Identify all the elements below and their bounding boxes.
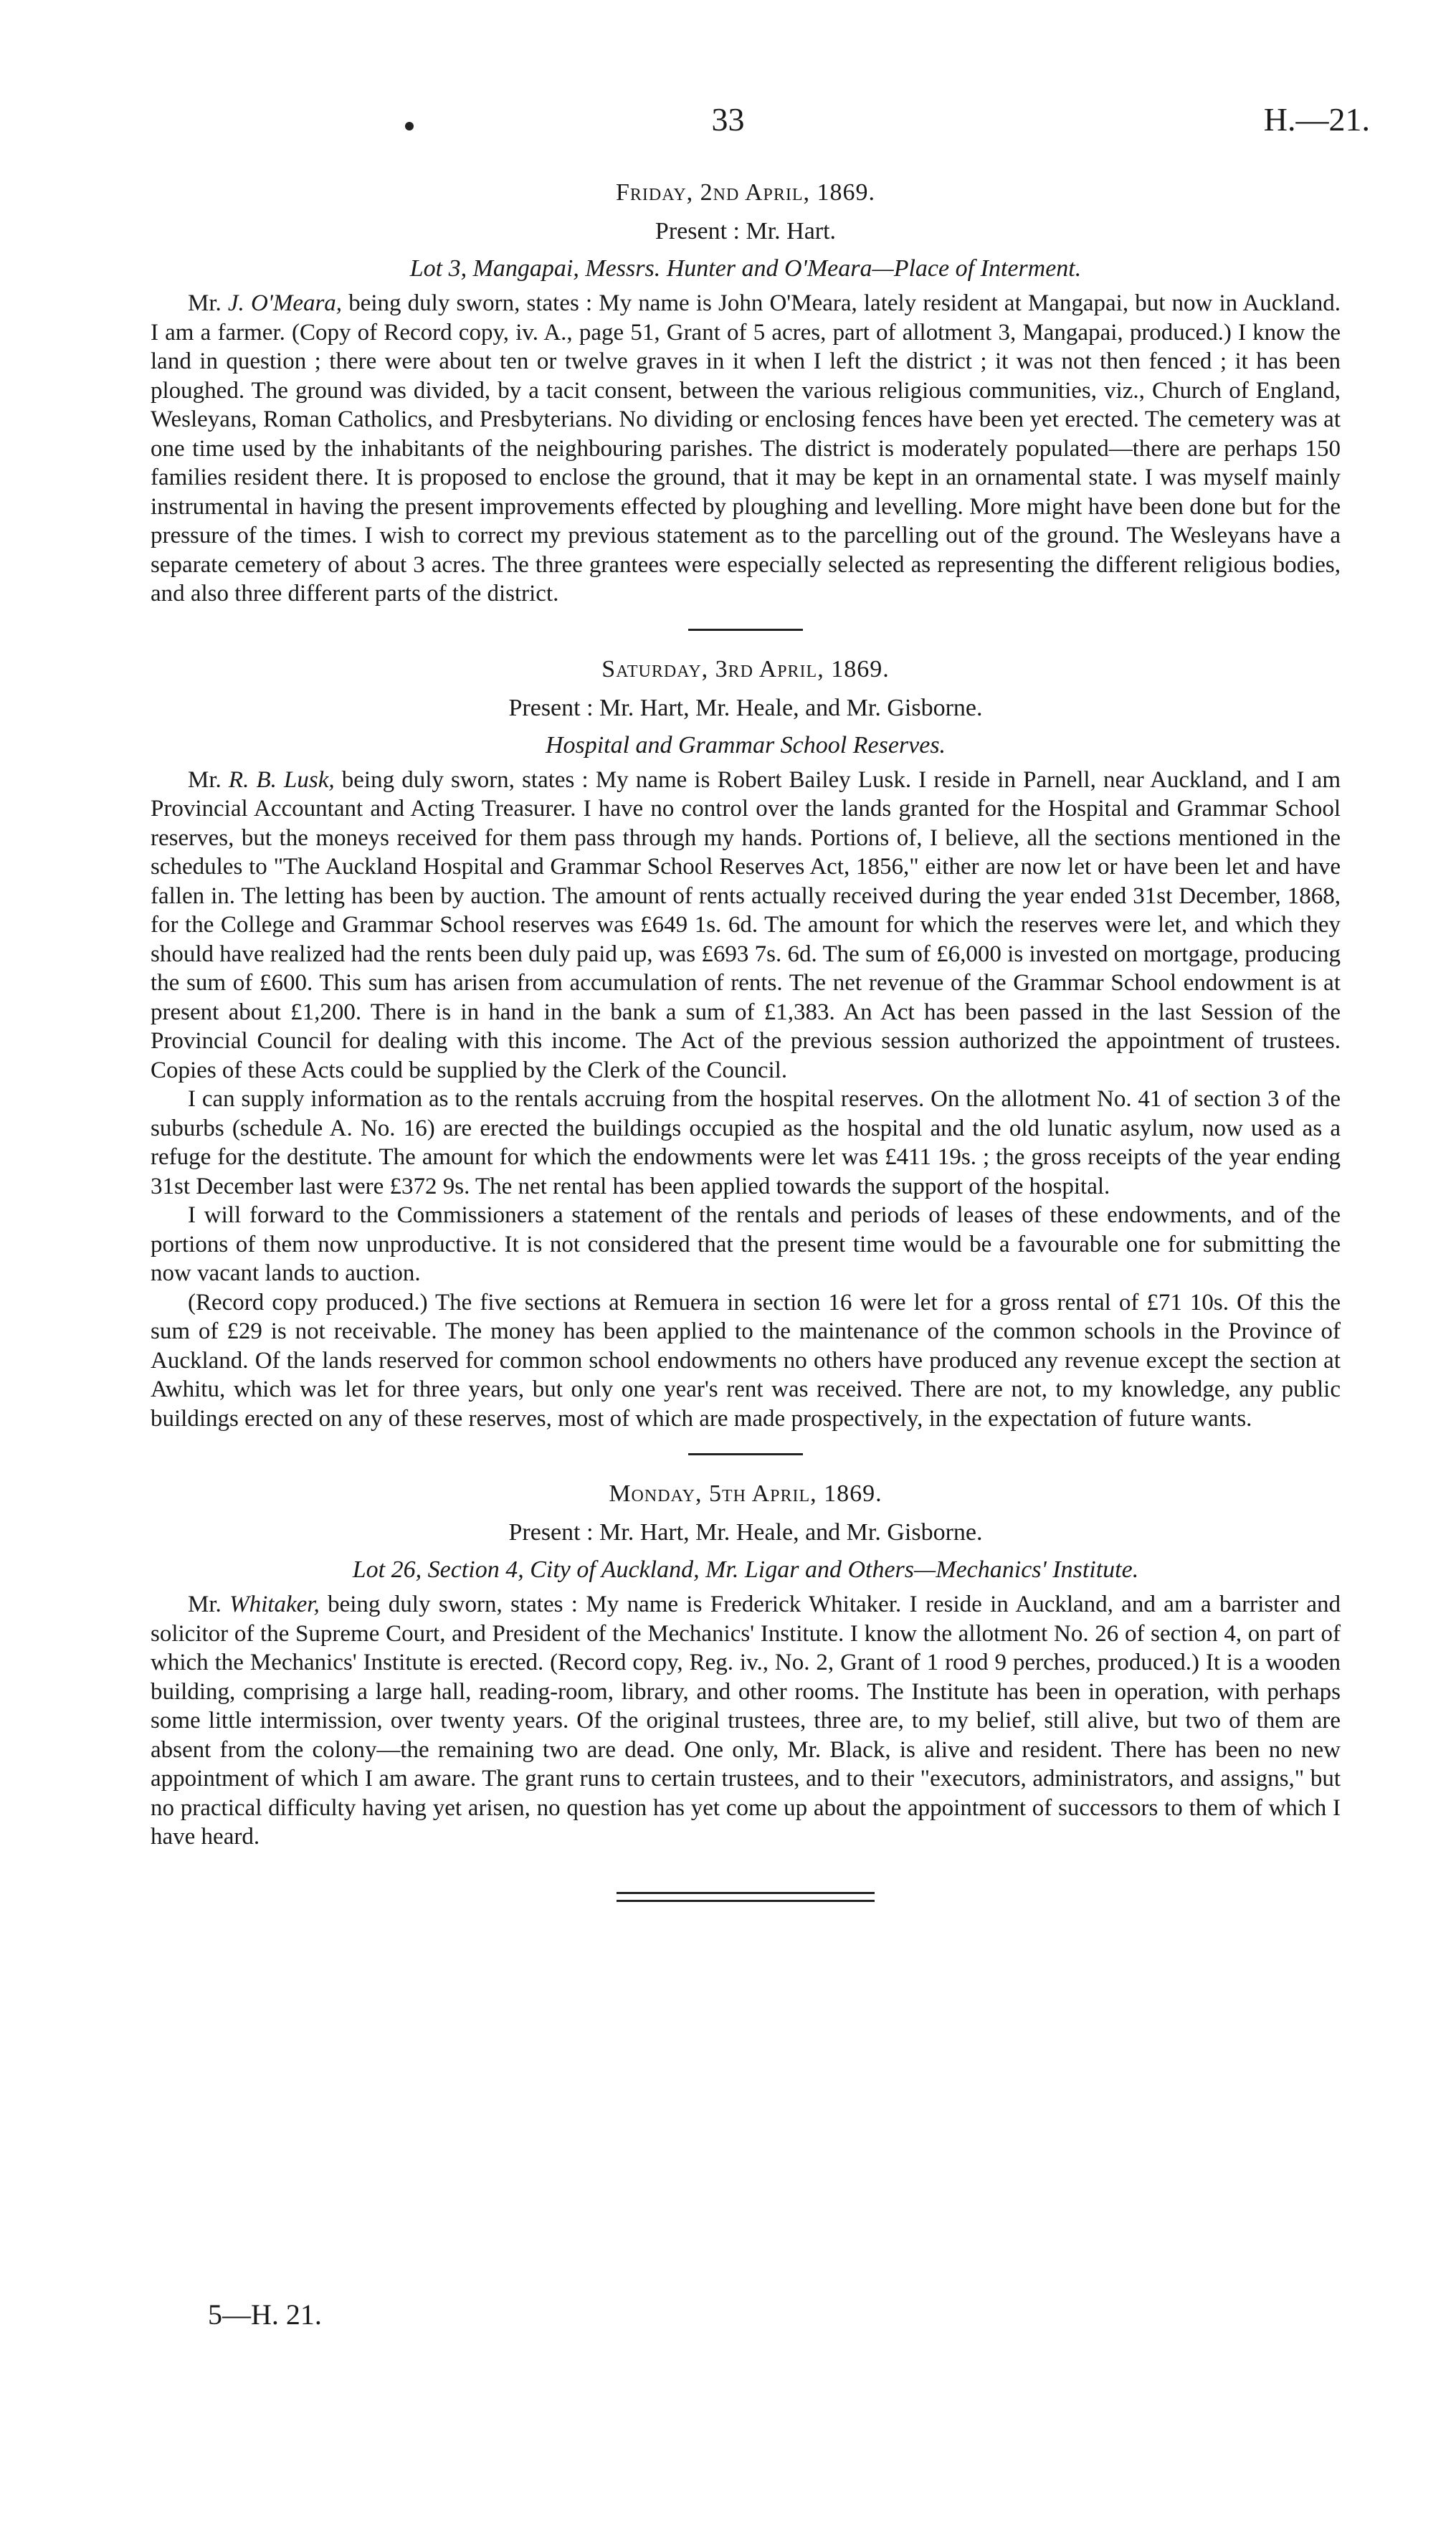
paragraph-text: being duly sworn, states : My name is Robert Bailey Lusk. I reside in Parnell, near Auckland, and I am Provincial Accountant and Acting Treasurer. I have no control over the lands granted for the Hospital and Grammar School reserves, but the moneys received for them pass through my hands. Portions of, I believe, all the sections mentioned in the schedules to "The Auckland Hospital and Grammar School Reserves Act, 1856," either are now let or have been let and have fallen in. The letting has been by auction. The amount of rents actually received during the year ended 31st December, 1868, for the College and Grammar School reserves was £649 1s. 6d. The amount for which the reserves were let, and which they should have realized had the rents been duly paid up, was £693 7s. 6d. The sum of £6,000 is invested on mortgage, producing the sum of £600. This sum has arisen from accumulation of rents. The net revenue of the Grammar School endowment is at present about £1,200. There is in hand in the bank a sum of £1,383. An Act has been passed in the last Session of the Provincial Council for dealing with this income. The Act of the previous session authorized the appointment of trustees. Copies of these Acts could be supplied by the Clerk of the Council.	[151, 766, 1341, 1083]
closing-double-rule	[617, 1892, 875, 1902]
section-divider	[688, 629, 803, 631]
closing-rule-top	[617, 1892, 875, 1894]
paragraph-text: (Record copy produced.) The five sections at Remuera in section 16 were let for a gross rental of £71 10s. Of this the sum of £29 is not receivable. The money has been applied to the maintenance of the common schools in the Province of Auckland. Of the lands reserved for common school endowments no others have produced any revenue except the section at Awhitu, which was let for three years, but only one year's rent was received. There are not, to my knowledge, any public buildings erected on any of these reserves, most of which are made prospectively, in the expectation of future wants.	[151, 1289, 1341, 1432]
present-line: Present : Mr. Hart.	[655, 218, 837, 244]
paragraph-prefix: Mr.	[188, 766, 229, 793]
witness-name: R. B. Lusk,	[228, 766, 335, 793]
testimony-paragraph	[151, 1201, 1341, 1288]
testimony-paragraph	[151, 289, 1341, 609]
page-header	[0, 100, 1456, 158]
paragraph-text: being duly sworn, states : My name is John O'Meara, lately resident at Mangapai, but now in Auckland. I am a farmer. (Copy of Record copy, iv. A., page 51, Grant of 5 acres, part of allotment 3, Mangapai, produced.) I know the land in question ; there were about ten or twelve graves in it when I left the district ; it was not then fenced ; it has been ploughed. The ground was divided, by a tacit consent, between the various religious communities, viz., Church of England, Wesleyans, Roman Catholics, and Presbyterians. No dividing or enclosing fences have been yet erected. The cemetery was at one time used by the inhabitants of the neighbouring parishes. The district is moderately populated—there are perhaps 150 families resident there. It is proposed to enclose the ground, that it may be kept in an ornamental state. I was myself mainly instrumental in having the present improvements effected by ploughing and levelling. More might have been done but for the pressure of the times. I wish to correct my previous statement as to the parcelling out of the ground. The Wesleyans have a separate cemetery of about 3 acres. The three grantees were especially selected as representing the different religious bodies, and also three different parts of the district.	[151, 290, 1341, 607]
hearing-subject: Lot 3, Mangapai, Messrs. Hunter and O'Meara—Place of Interment.	[409, 255, 1082, 282]
page-body	[151, 176, 1341, 1908]
paragraph-text: I will forward to the Commissioners a statement of the rentals and periods of leases of these endowments, and of the portions of them now unproductive. It is not considered that the present time would be a favourable one for submitting the now vacant lands to auction.	[151, 1202, 1341, 1286]
hearing-section-friday	[151, 176, 1341, 609]
hearing-subject: Hospital and Grammar School Reserves.	[545, 731, 946, 758]
document-reference: H.—21.	[1263, 101, 1370, 138]
paragraph-text: being duly sworn, states : My name is Frederick Whitaker. I reside in Auckland, and am a barrister and solicitor of the Supreme Court, and President of the Mechanics' Institute. I know the allotment No. 26 of section 4, on part of which the Mechanics' Institute is erected. (Record copy, Reg. iv., No. 2, Grant of 1 rood 9 perches, produced.) It is a wooden building, comprising a large hall, reading-room, library, and other rooms. The Institute has been in operation, with perhaps some little intermission, over twenty years. Of the original trustees, three are, to my belief, still alive, but two of them are absent from the colony—the remaining two are dead. One only, Mr. Black, is alive and resident. There has been no new appointment of which I am aware. The grant runs to certain trustees, and to their "executors, administrators, and assigns," but no practical difficulty having yet arisen, no question has yet come up about the appointment of successors to them of which I have heard.	[151, 1592, 1341, 1850]
testimony-paragraph	[151, 1288, 1341, 1434]
hearing-date: Monday, 5th April, 1869.	[609, 1480, 882, 1507]
hearing-date: Friday, 2nd April, 1869.	[615, 179, 876, 206]
hearing-section-monday	[151, 1477, 1341, 1852]
testimony-paragraph	[151, 766, 1341, 1085]
paragraph-prefix: Mr.	[188, 1592, 230, 1617]
page-number: 33	[711, 101, 745, 138]
hearing-subject: Lot 26, Section 4, City of Auckland, Mr. Ligar and Others—Mechanics' Institute.	[352, 1556, 1139, 1583]
hearing-section-saturday	[151, 652, 1341, 1434]
witness-name: J. O'Meara,	[227, 290, 343, 316]
testimony-paragraph	[151, 1085, 1341, 1201]
signature-reference: 5—H. 21.	[208, 2298, 322, 2331]
paragraph-text: I can supply information as to the rentals accruing from the hospital reserves. On the allotment No. 41 of section 3 of the suburbs (schedule A. No. 16) are erected the buildings occupied as the hospital and the old lunatic asylum, now used as a refuge for the destitute. The amount for which the endowments were let was £411 19s. ; the gross receipts of the year ending 31st December last were £372 9s. The net rental has been applied towards the support of the hospital.	[151, 1086, 1341, 1199]
section-divider	[688, 1453, 803, 1455]
closing-rule-bottom	[617, 1900, 875, 1902]
witness-name: Whitaker,	[229, 1592, 320, 1617]
hearing-date: Saturday, 3rd April, 1869.	[601, 655, 890, 682]
paragraph-prefix: Mr.	[188, 290, 228, 316]
present-line: Present : Mr. Hart, Mr. Heale, and Mr. Gisborne.	[508, 1519, 983, 1546]
present-line: Present : Mr. Hart, Mr. Heale, and Mr. Gisborne.	[508, 694, 983, 721]
testimony-paragraph	[151, 1590, 1341, 1852]
